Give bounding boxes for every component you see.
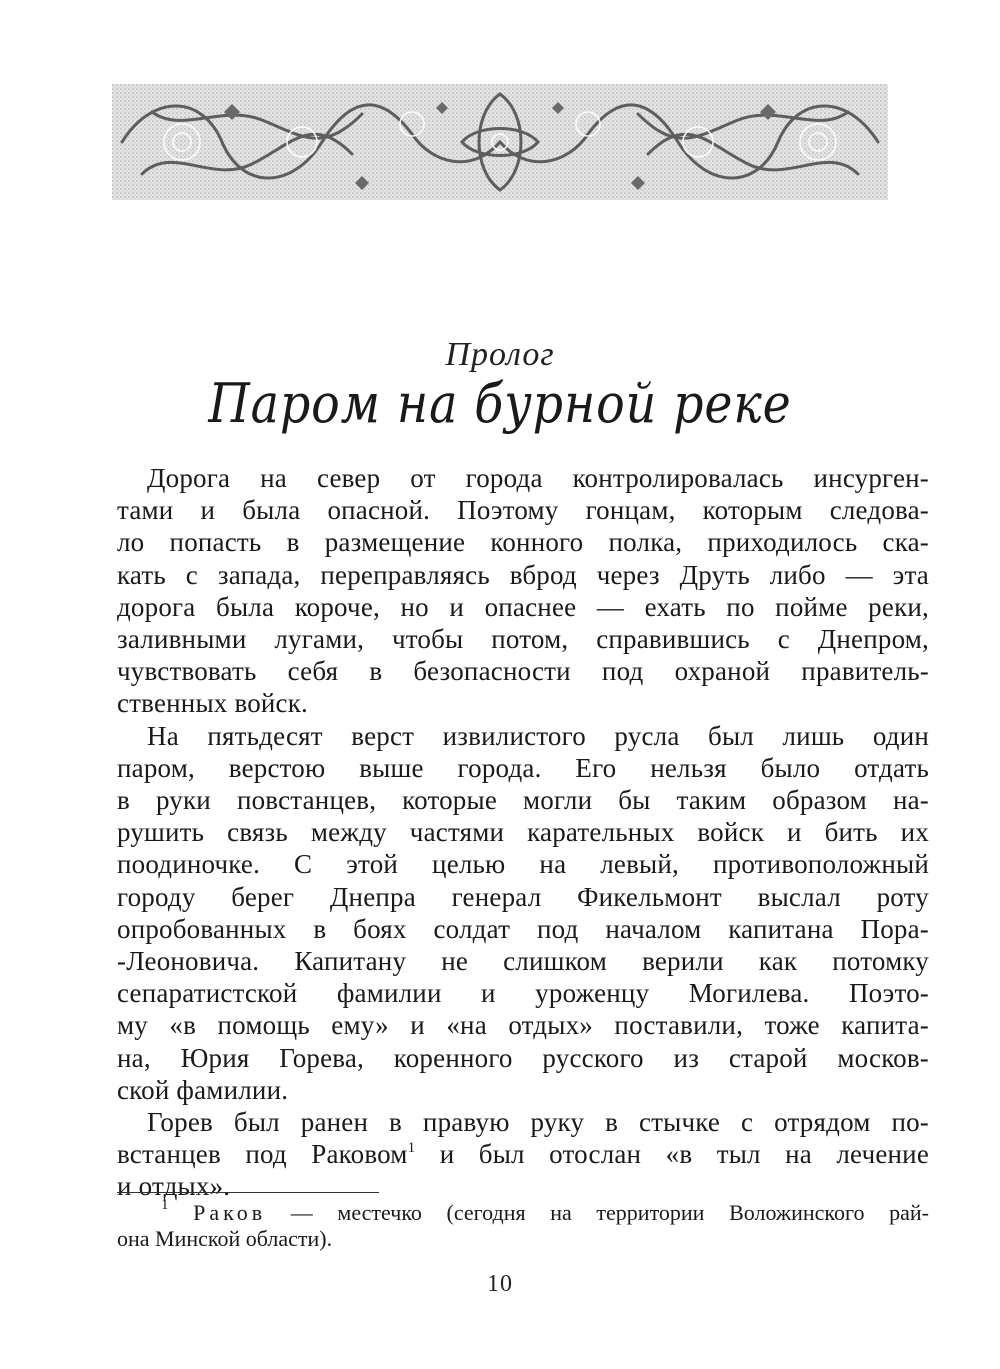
text-line: чувствовать себя в безопасности под охраной правитель-	[117, 656, 929, 687]
text-segment: и был отослан «в тыл на лечение	[439, 1139, 930, 1170]
paragraph-3	[117, 1106, 929, 1203]
text-line: кать с запада, переправляясь вброд через Друть либо — эта	[117, 559, 929, 590]
paragraph-2	[117, 720, 929, 1106]
footnote-line	[117, 1197, 929, 1226]
footnote	[117, 1197, 929, 1252]
text-line: на, Юрия Горева, коренного русского из старой москов-	[117, 1042, 929, 1073]
prologue-label: Пролог	[445, 336, 555, 373]
text-line: дорога была короче, но и опаснее — ехать по пойме реки,	[117, 591, 929, 622]
text-line: тами и была опасной. Поэтому гонцам, которым следова-	[117, 495, 929, 526]
footnote-term: Раков	[193, 1200, 267, 1225]
text-line-with-footnote	[117, 1138, 929, 1170]
text-line: ской фамилии.	[117, 1074, 289, 1105]
text-segment: встанцев под Раковом	[117, 1139, 408, 1170]
text-line: Горев был ранен в правую руку в стычке с отрядом по-	[147, 1107, 929, 1138]
footnote-divider	[117, 1192, 379, 1193]
text-line: поодиночке. С этой целью на левый, противоположный	[117, 849, 929, 880]
decorative-ornament-banner	[112, 84, 888, 200]
text-line: городу берег Днепра генерал Фикельмонт выслал роту	[117, 881, 929, 912]
footnote-line: она Минской области).	[117, 1226, 333, 1251]
text-line: паром, верстою выше города. Его нельзя было отдать	[117, 752, 929, 783]
text-line: Дорога на север от города контролировалась инсурген-	[147, 463, 929, 493]
page-number: 10	[487, 1271, 513, 1297]
text-line: в руки повстанцев, которые могли бы таким образом на-	[117, 785, 929, 816]
text-line: ло попасть в размещение конного полка, приходилось ска-	[117, 527, 929, 558]
text-line: сепаратистской фамилии и уроженцу Могилева. Поэто-	[117, 978, 929, 1009]
footnote-marker: 1	[161, 1197, 169, 1213]
footnote-definition: — местечко (сегодня на территории Воложинского рай-	[266, 1200, 929, 1225]
body-text	[117, 462, 929, 1203]
chapter-title: Паром на бурной реке	[208, 372, 792, 435]
text-line: рушить связь между частями карательных войск и бить их	[117, 817, 929, 848]
paragraph-1	[117, 462, 929, 720]
footnote-reference[interactable]: 1	[407, 1140, 416, 1157]
text-line: На пятьдесят верст извилистого русла был лишь один	[147, 720, 929, 751]
text-line: опробованных в боях солдат под началом капитана Пора-	[117, 913, 929, 944]
text-line: ственных войск.	[117, 688, 309, 719]
text-line: -Леоновича. Капитану не слишком верили как потомку	[117, 946, 929, 977]
text-line: заливными лугами, чтобы потом, справившись с Днепром,	[117, 624, 929, 655]
text-line: му «в помощь ему» и «на отдых» поставили, тоже капита-	[117, 1010, 929, 1041]
text-line: и отдых».	[117, 1171, 231, 1202]
